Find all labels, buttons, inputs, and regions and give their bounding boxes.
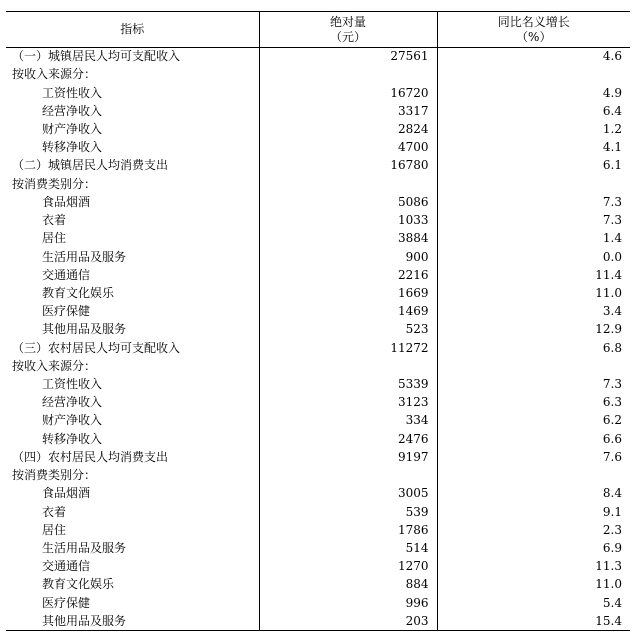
row-growth-value: 11.4	[437, 266, 630, 284]
table-row	[6, 430, 630, 448]
row-growth-value: 12.9	[437, 321, 630, 339]
row-indicator: 交通通信	[42, 559, 91, 574]
row-absolute-value: 1270	[259, 558, 437, 576]
header-absolute	[259, 12, 437, 48]
table-row	[6, 248, 630, 266]
row-indicator: 经营净收入	[42, 103, 103, 118]
row-absolute-value: 16720	[259, 84, 437, 102]
header-indicator	[6, 12, 259, 48]
row-growth-value: 6.1	[437, 157, 630, 175]
row-growth-value: 7.3	[437, 211, 630, 229]
row-growth-value: 11.3	[437, 558, 630, 576]
row-absolute-value: 2824	[259, 120, 437, 138]
row-growth-value: 1.4	[437, 230, 630, 248]
row-indicator: 生活用品及服务	[42, 249, 127, 264]
table-row	[6, 576, 630, 594]
row-growth-value: 4.1	[437, 139, 630, 157]
row-indicator: 按消费类别分：	[12, 176, 97, 191]
row-indicator: 生活用品及服务	[42, 541, 127, 556]
table-row	[6, 339, 630, 357]
row-growth-value: 4.9	[437, 84, 630, 102]
row-indicator: 教育文化娱乐	[42, 577, 115, 592]
row-indicator: （三）农村居民人均可支配收入	[12, 340, 181, 355]
table-row	[6, 84, 630, 102]
row-growth-value: 6.6	[437, 430, 630, 448]
row-indicator: 工资性收入	[42, 85, 103, 100]
row-indicator: 食品烟酒	[42, 194, 91, 209]
table-row	[6, 539, 630, 557]
table-row	[6, 612, 630, 630]
row-growth-value: 0.0	[437, 248, 630, 266]
header-growth-label: 同比名义增长	[497, 14, 570, 29]
row-growth-value	[437, 175, 630, 193]
row-growth-value: 11.0	[437, 576, 630, 594]
row-indicator: 其他用品及服务	[6, 612, 259, 630]
header-absolute-unit: （元）	[329, 29, 366, 44]
table-row	[6, 66, 630, 84]
row-indicator: 居住	[42, 231, 67, 246]
row-absolute-value	[259, 175, 437, 193]
statistics-table	[6, 11, 630, 631]
row-indicator: 衣着	[42, 213, 67, 228]
row-indicator: 食品烟酒	[42, 486, 91, 501]
table-row	[6, 394, 630, 412]
row-indicator: 交通通信	[42, 267, 91, 282]
row-absolute-value: 2216	[259, 266, 437, 284]
header-absolute-label: 绝对量	[329, 14, 366, 29]
row-indicator: 财产净收入	[42, 121, 103, 136]
table-row	[6, 521, 630, 539]
row-indicator: 其他用品及服务	[42, 322, 127, 337]
table-row	[6, 485, 630, 503]
row-indicator: 经营净收入	[42, 395, 103, 410]
row-absolute-value: 3884	[259, 230, 437, 248]
table-row	[6, 266, 630, 284]
row-absolute-value: 27561	[259, 48, 437, 66]
table-header-row	[6, 12, 630, 48]
row-absolute-value: 1469	[259, 303, 437, 321]
row-growth-value: 6.4	[437, 102, 630, 120]
row-growth-value: 1.2	[437, 120, 630, 138]
table-row	[6, 139, 630, 157]
row-growth-value: 6.3	[437, 394, 630, 412]
row-indicator: 财产净收入	[42, 413, 103, 428]
table-row	[6, 175, 630, 193]
row-growth-value	[437, 357, 630, 375]
row-absolute-value: 334	[259, 412, 437, 430]
row-absolute-value: 523	[259, 321, 437, 339]
table-row	[6, 467, 630, 485]
row-indicator: 按收入来源分：	[12, 358, 97, 373]
row-growth-value: 2.3	[437, 521, 630, 539]
table-row	[6, 303, 630, 321]
row-indicator: （一）城镇居民人均可支配收入	[12, 49, 181, 64]
table-row	[6, 211, 630, 229]
row-growth-value: 7.3	[437, 375, 630, 393]
row-growth-value	[437, 66, 630, 84]
table-row	[6, 357, 630, 375]
row-growth-value: 4.6	[437, 48, 630, 66]
row-indicator: 居住	[42, 522, 67, 537]
row-absolute-value: 900	[259, 248, 437, 266]
row-absolute-value: 996	[259, 594, 437, 612]
row-growth-value: 7.6	[437, 448, 630, 466]
row-absolute-value: 2476	[259, 430, 437, 448]
table-row	[6, 193, 630, 211]
row-indicator: 医疗保健	[42, 304, 91, 319]
table-row	[6, 284, 630, 302]
table-row	[6, 448, 630, 466]
row-absolute-value: 514	[259, 539, 437, 557]
table-row	[6, 594, 630, 612]
row-growth-value: 6.8	[437, 339, 630, 357]
header-growth	[437, 12, 630, 48]
row-indicator: 按收入来源分：	[12, 67, 97, 82]
header-growth-unit: （%）	[516, 29, 552, 44]
row-growth-value: 6.9	[437, 539, 630, 557]
row-absolute-value: 16780	[259, 157, 437, 175]
row-absolute-value	[259, 357, 437, 375]
table-row	[6, 230, 630, 248]
row-absolute-value: 3317	[259, 102, 437, 120]
table-row	[6, 375, 630, 393]
row-absolute-value: 3123	[259, 394, 437, 412]
row-indicator: （四）农村居民人均消费支出	[12, 449, 169, 464]
row-growth-value	[437, 467, 630, 485]
row-indicator: 医疗保健	[42, 595, 91, 610]
table-row	[6, 157, 630, 175]
row-growth-value: 9.1	[437, 503, 630, 521]
row-indicator: 转移净收入	[42, 140, 103, 155]
row-growth-value: 3.4	[437, 303, 630, 321]
row-absolute-value: 11272	[259, 339, 437, 357]
row-absolute-value: 1786	[259, 521, 437, 539]
row-indicator: 衣着	[42, 504, 67, 519]
row-absolute-value: 9197	[259, 448, 437, 466]
header-indicator-label: 指标	[120, 22, 145, 36]
row-absolute-value: 203	[259, 612, 437, 630]
row-absolute-value: 5339	[259, 375, 437, 393]
row-absolute-value: 1033	[259, 211, 437, 229]
table-row	[6, 558, 630, 576]
row-indicator: 按消费类别分：	[12, 468, 97, 483]
row-growth-value: 15.4	[437, 612, 630, 630]
table-row	[6, 102, 630, 120]
table-row	[6, 412, 630, 430]
row-absolute-value: 5086	[259, 193, 437, 211]
row-absolute-value: 3005	[259, 485, 437, 503]
row-growth-value: 6.2	[437, 412, 630, 430]
row-growth-value: 7.3	[437, 193, 630, 211]
row-absolute-value: 1669	[259, 284, 437, 302]
table-row	[6, 321, 630, 339]
row-absolute-value	[259, 467, 437, 485]
row-indicator: 转移净收入	[42, 431, 103, 446]
row-indicator: 工资性收入	[42, 377, 103, 392]
table-body	[6, 48, 630, 631]
row-absolute-value: 539	[259, 503, 437, 521]
table-row	[6, 48, 630, 66]
row-growth-value: 8.4	[437, 485, 630, 503]
row-growth-value: 11.0	[437, 284, 630, 302]
row-indicator: 教育文化娱乐	[42, 285, 115, 300]
table-row	[6, 503, 630, 521]
row-absolute-value: 4700	[259, 139, 437, 157]
table-row	[6, 120, 630, 138]
row-growth-value: 5.4	[437, 594, 630, 612]
row-absolute-value: 884	[259, 576, 437, 594]
row-indicator: （二）城镇居民人均消费支出	[12, 158, 169, 173]
row-absolute-value	[259, 66, 437, 84]
